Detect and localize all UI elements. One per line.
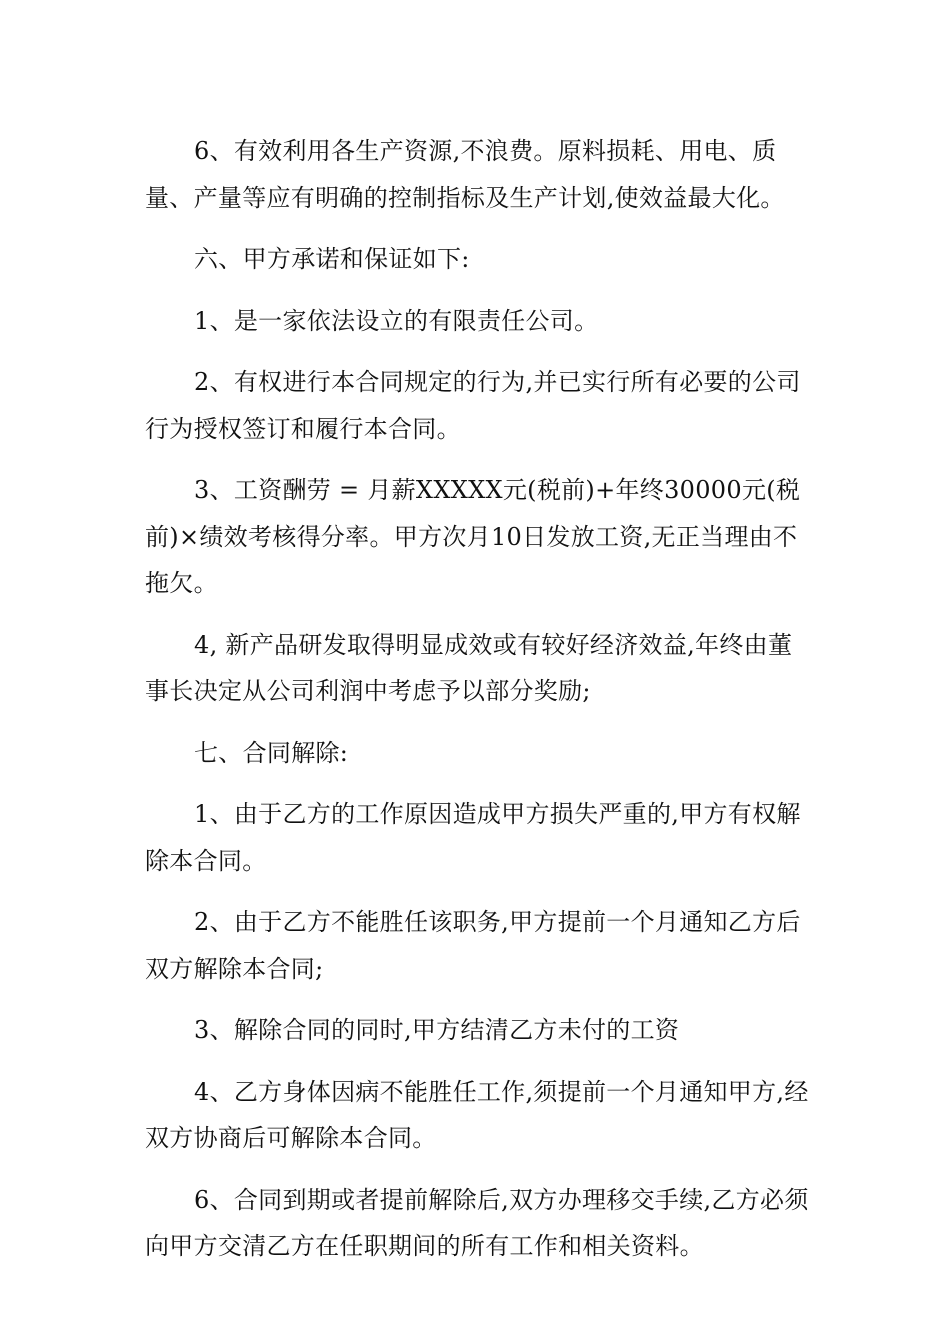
clause-7-item-3: 3、解除合同的同时,甲方结清乙方未付的工资 — [194, 1016, 680, 1044]
clause-6-item-2: 2、有权进行本合同规定的行为,并已实行所有必要的公司行为授权签订和履行本合同。 — [145, 368, 801, 443]
clause-7-item-2: 2、由于乙方不能胜任该职务,甲方提前一个月通知乙方后双方解除本合同; — [145, 908, 801, 983]
clause-7-item-4: 4、乙方身体因病不能胜任工作,须提前一个月通知甲方,经双方协商后可解除本合同。 — [145, 1077, 809, 1152]
clause-7-item-1: 1、由于乙方的工作原因造成甲方损失严重的,甲方有权解除本合同。 — [145, 800, 801, 875]
clause-7-item-6: 6、合同到期或者提前解除后,双方办理移交手续,乙方必须向甲方交清乙方在任职期间的所有工作和相关资料。 — [145, 1185, 809, 1260]
clause-6-item-3: 3、工资酬劳 = 月薪XXXXX元(税前)+年终30000元(税前)×绩效考核得分率。甲方次月10日发放工资,无正当理由不拖欠。 — [145, 476, 801, 597]
section-6-heading: 六、甲方承诺和保证如下: — [194, 245, 470, 273]
clause-6-item-1: 1、是一家依法设立的有限责任公司。 — [194, 306, 599, 335]
section-7-heading: 七、合同解除: — [194, 738, 349, 767]
document-page — [145, 128, 810, 1285]
clause-5-item-6: 6、有效利用各生产资源,不浪费。原料损耗、用电、质量、产量等应有明确的控制指标及生产计划,使效益最大化。 — [145, 137, 785, 212]
clause-6-item-4: 4, 新产品研发取得明显成效或有较好经济效益,年终由董事长决定从公司利润中考虑予以部分奖励; — [145, 630, 793, 705]
